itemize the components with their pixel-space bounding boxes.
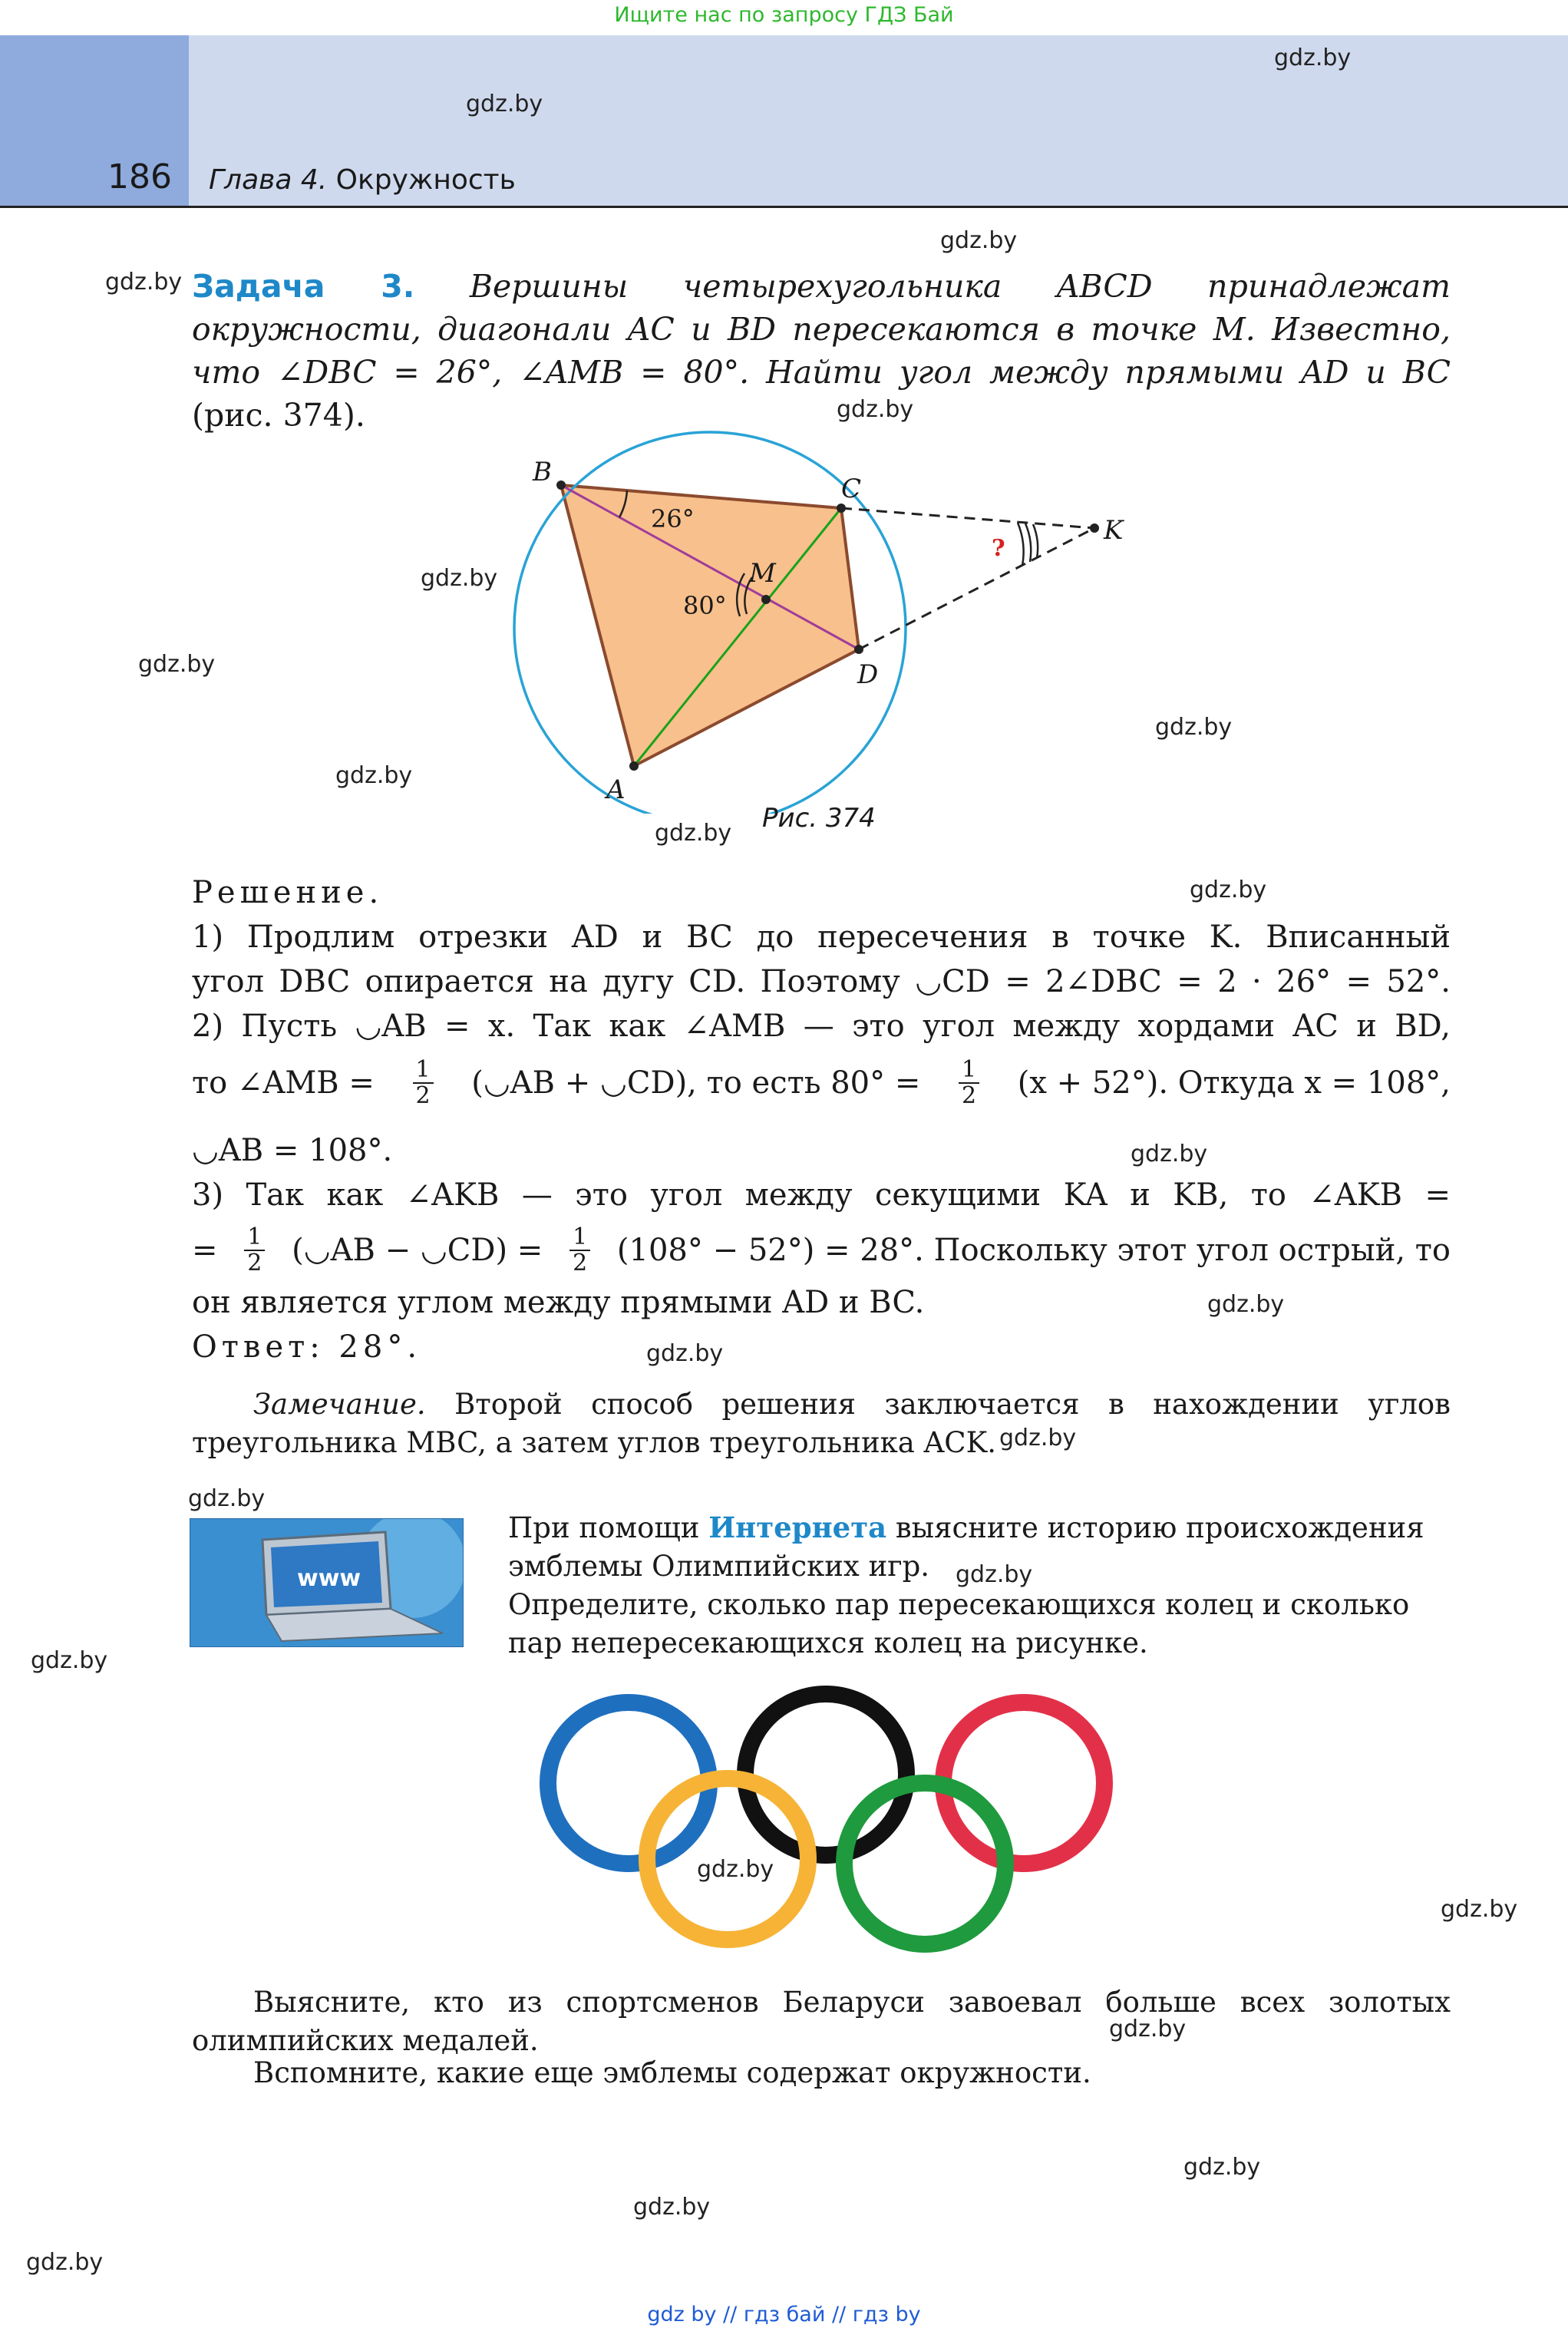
answer: Ответ: 28°.	[192, 1329, 422, 1365]
task-text: Вершины четырехугольника ABCD принадлежат окружности, диагонали AC и BD пересекаются в точке M. Известно, что ∠DBC = 26°, ∠AMB = 80°. Найти угол между прямыми AD и BC	[192, 268, 1451, 391]
internet-pre: При помощи	[508, 1511, 709, 1544]
point-k	[1090, 523, 1099, 533]
chapter-name: Окружность	[335, 164, 516, 196]
solution-line-7	[192, 1225, 1451, 1276]
fraction-numerator: 1	[959, 1058, 979, 1084]
internet-post: выясните историю происхождения эмблемы Олимпийских игр.	[508, 1511, 1424, 1583]
fraction-half	[569, 1225, 590, 1276]
watermark: gdz.by	[1207, 1291, 1285, 1318]
point-c	[837, 504, 846, 513]
internet-task	[508, 1508, 1451, 1663]
angle-label-amb: 80°	[683, 591, 727, 620]
label-b: B	[533, 457, 552, 487]
figure-caption: Рис. 374	[762, 803, 876, 834]
question-1: Выясните, кто из спортсменов Беларуси завоевал больше всех золотых олимпийских медалей.	[192, 1986, 1451, 2057]
header-rule	[0, 206, 1568, 208]
watermark: gdz.by	[1183, 2154, 1261, 2181]
fraction-half	[413, 1058, 434, 1108]
internet-keyword: Интернета	[708, 1511, 887, 1544]
task-figure-ref: (рис. 374).	[192, 397, 365, 434]
figure-374	[460, 414, 1213, 814]
fraction-denominator: 2	[415, 1082, 431, 1109]
fraction-half	[244, 1225, 265, 1276]
watermark: gdz.by	[633, 2194, 711, 2221]
internet-paragraph-2: Определите, сколько пар пересекающихся колец и сколько пар непересекающихся колец на рисунке.	[508, 1588, 1410, 1659]
watermark: gdz.by	[138, 651, 216, 678]
unknown-angle-label: ?	[992, 535, 1005, 562]
chapter-title	[209, 164, 516, 196]
ring-black	[745, 1694, 906, 1855]
watermark: gdz.by	[421, 565, 498, 592]
olympic-rings	[530, 1681, 1128, 1957]
watermark: gdz.by	[646, 1340, 724, 1367]
fraction-numerator: 1	[413, 1058, 434, 1084]
remark-text: Второй способ решения заключается в нахождении углов треугольника MBC, а затем углов треугольника ACK.	[192, 1388, 1451, 1459]
task-label: Задача 3.	[192, 268, 415, 305]
label-c: C	[841, 474, 862, 504]
extension-ck	[841, 508, 1094, 528]
line7-part-b: (◡AB − ◡CD) =	[292, 1233, 543, 1268]
fraction-half	[959, 1058, 979, 1108]
point-a	[629, 761, 639, 771]
watermark: gdz.by	[105, 269, 183, 296]
fraction-denominator: 2	[962, 1082, 977, 1109]
watermark: gdz.by	[188, 1485, 266, 1512]
point-b	[556, 480, 566, 490]
label-d: D	[857, 659, 879, 690]
solution-line-8: он является углом между прямыми AD и BC.	[192, 1285, 925, 1320]
line4-part-c: (x + 52°). Откуда x = 108°,	[1017, 1065, 1451, 1101]
watermark: gdz.by	[1155, 714, 1233, 741]
solution-line-1: 1) Продлим отрезки AD и BC до пересечения в точке K. Вписанный	[192, 920, 1451, 955]
internet-paragraph-1	[508, 1508, 1451, 1586]
angle-arc-k-1	[1018, 523, 1024, 566]
point-d	[854, 645, 863, 654]
line7-part-c: (108° − 52°) = 28°. Поскольку этот угол острый, то	[616, 1233, 1451, 1268]
angle-label-dbc: 26°	[651, 504, 695, 533]
fraction-numerator: 1	[569, 1225, 590, 1251]
watermark: gdz.by	[999, 1425, 1077, 1451]
label-k: K	[1104, 515, 1124, 546]
watermark: gdz.by	[837, 396, 914, 423]
task-statement	[192, 265, 1451, 437]
watermark: gdz.by	[1441, 1896, 1518, 1923]
watermark: gdz.by	[335, 762, 413, 789]
fraction-numerator: 1	[244, 1225, 265, 1251]
angle-arc-k-3	[1033, 524, 1038, 558]
watermark: gdz.by	[655, 820, 732, 847]
watermark: gdz.by	[1274, 45, 1352, 71]
line7-part-a: =	[192, 1233, 218, 1268]
solution-line-3: 2) Пусть ◡AB = x. Так как ∠AMB — это угол между хордами AC и BD,	[192, 1009, 1451, 1044]
chapter-label: Глава 4.	[209, 164, 328, 196]
top-banner: Ищите нас по запросу ГДЗ Бай	[614, 3, 954, 27]
ring-red	[943, 1702, 1104, 1864]
line4-part-a: то ∠AMB =	[192, 1065, 375, 1101]
ring-green	[844, 1783, 1005, 1944]
solution-heading: Решение.	[192, 875, 384, 910]
watermark: gdz.by	[31, 1647, 108, 1674]
solution-line-4	[192, 1058, 1451, 1108]
remark-label: Замечание.	[253, 1388, 426, 1421]
watermark: gdz.by	[940, 227, 1018, 254]
point-m	[761, 595, 771, 604]
line4-part-b: (◡AB + ◡CD), то есть 80° =	[471, 1065, 921, 1101]
fraction-denominator: 2	[573, 1250, 588, 1276]
page-number: 186	[107, 157, 172, 196]
label-m: M	[749, 558, 776, 589]
fraction-denominator: 2	[247, 1250, 262, 1276]
angle-arc-k-2	[1025, 523, 1031, 562]
remark	[192, 1385, 1451, 1462]
question-2: Вспомните, какие еще эмблемы содержат окружности.	[253, 2056, 1091, 2089]
svg-text:www: www	[297, 1565, 361, 1592]
footer-links[interactable]: gdz by // гдз бай // гдз by	[647, 2303, 921, 2326]
watermark: gdz.by	[1190, 877, 1267, 903]
watermark: gdz.by	[1131, 1141, 1208, 1167]
watermark: gdz.by	[697, 1856, 774, 1883]
solution-line-6: 3) Так как ∠AKB — это угол между секущими KA и KB, то ∠AKB =	[192, 1177, 1451, 1213]
watermark: gdz.by	[956, 1561, 1033, 1588]
internet-laptop-image	[190, 1518, 464, 1647]
solution-line-5: ◡AB = 108°.	[192, 1133, 393, 1168]
solution-line-2: угол DBC опирается на дугу CD. Поэтому ◡CD = 2∠DBC = 2 · 26° = 52°.	[192, 964, 1451, 999]
extension-dk	[859, 528, 1094, 649]
watermark: gdz.by	[466, 91, 543, 117]
label-a: A	[606, 774, 626, 805]
watermark: gdz.by	[1109, 2016, 1187, 2042]
watermark: gdz.by	[26, 2249, 104, 2276]
